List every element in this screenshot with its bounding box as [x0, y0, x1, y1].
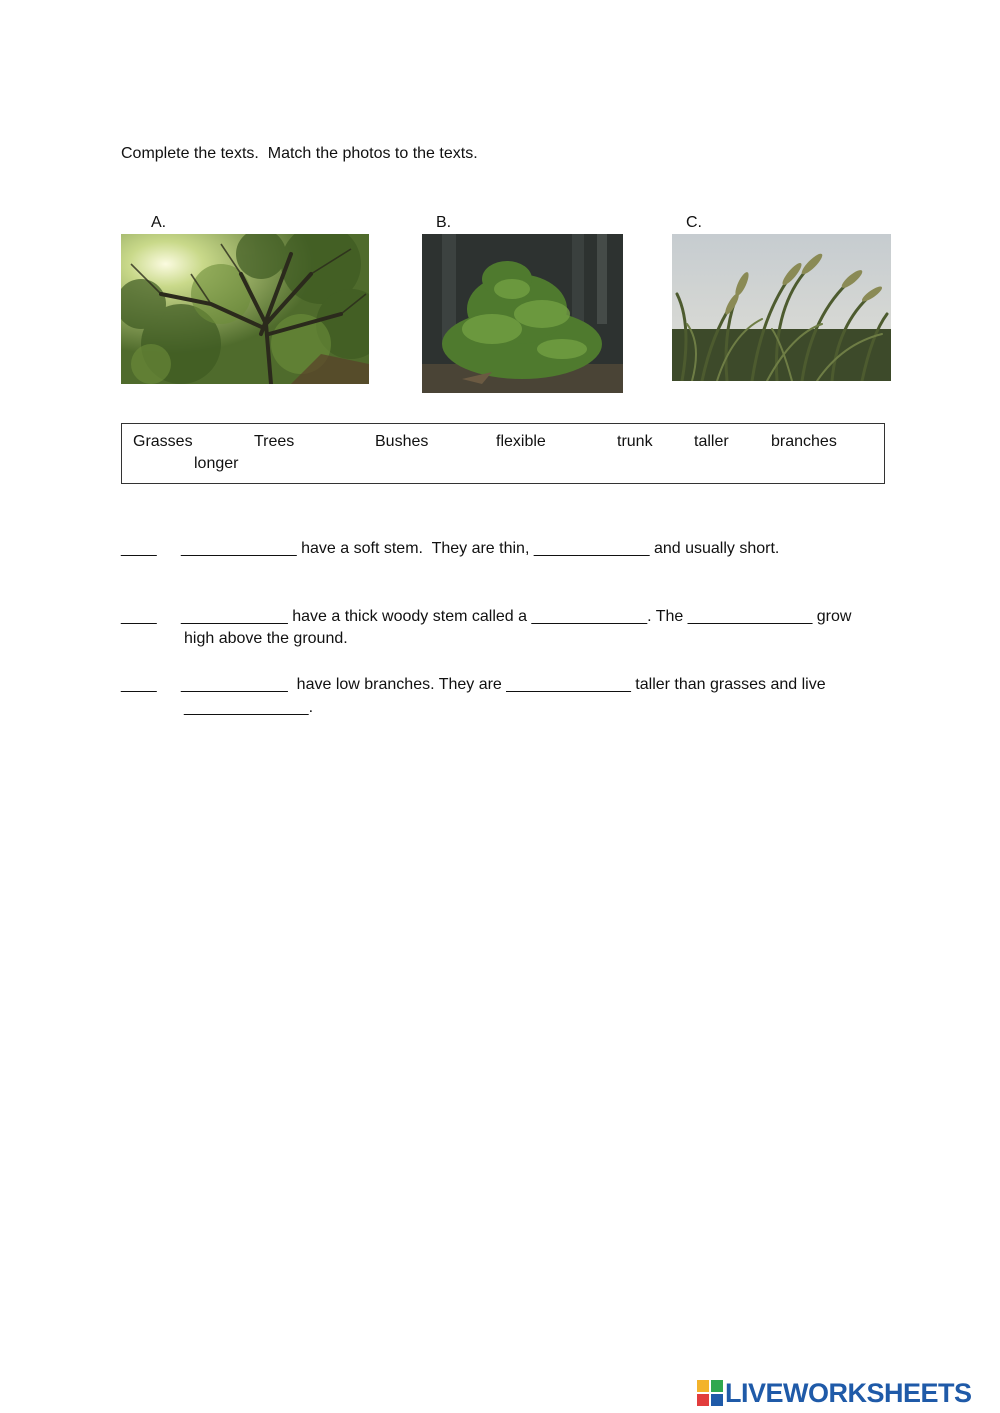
match-blank-3[interactable]: ____ [121, 676, 157, 693]
photo-bush [422, 234, 623, 393]
word-bank-item: longer [194, 455, 239, 472]
instructions: Complete the texts. Match the photos to the texts. [121, 145, 478, 162]
word-bank [121, 423, 885, 484]
word-bank-item: Trees [254, 433, 295, 450]
logo-blocks-icon [697, 1380, 723, 1406]
sentence-3-line-2[interactable]: ______________. [184, 699, 314, 716]
sentence-2-line-1[interactable]: ____________ have a thick woody stem called a _____________. The ______________ grow [181, 608, 852, 625]
word-bank-item: Grasses [133, 433, 193, 450]
sentence-1-line-1[interactable]: _____________ have a soft stem. They are thin, _____________ and usually short. [181, 540, 780, 557]
sentence-2-line-2: high above the ground. [184, 630, 348, 647]
photo-label-a: A. [151, 214, 167, 231]
match-blank-2[interactable]: ____ [121, 608, 157, 625]
photo-tree [121, 234, 369, 384]
word-bank-item: taller [694, 433, 729, 450]
word-bank-item: flexible [496, 433, 546, 450]
word-bank-item: Bushes [375, 433, 429, 450]
logo-text: LIVEWORKSHEETS [725, 1378, 972, 1408]
word-bank-item: trunk [617, 433, 653, 450]
photo-label-c: C. [686, 214, 702, 231]
match-blank-1[interactable]: ____ [121, 540, 157, 557]
sentence-3-line-1[interactable]: ____________ have low branches. They are ______________ taller than grasses and live [181, 676, 826, 693]
word-bank-item: branches [771, 433, 837, 450]
photo-label-b: B. [436, 214, 452, 231]
liveworksheets-logo [697, 1378, 972, 1408]
photo-grass [672, 234, 891, 381]
